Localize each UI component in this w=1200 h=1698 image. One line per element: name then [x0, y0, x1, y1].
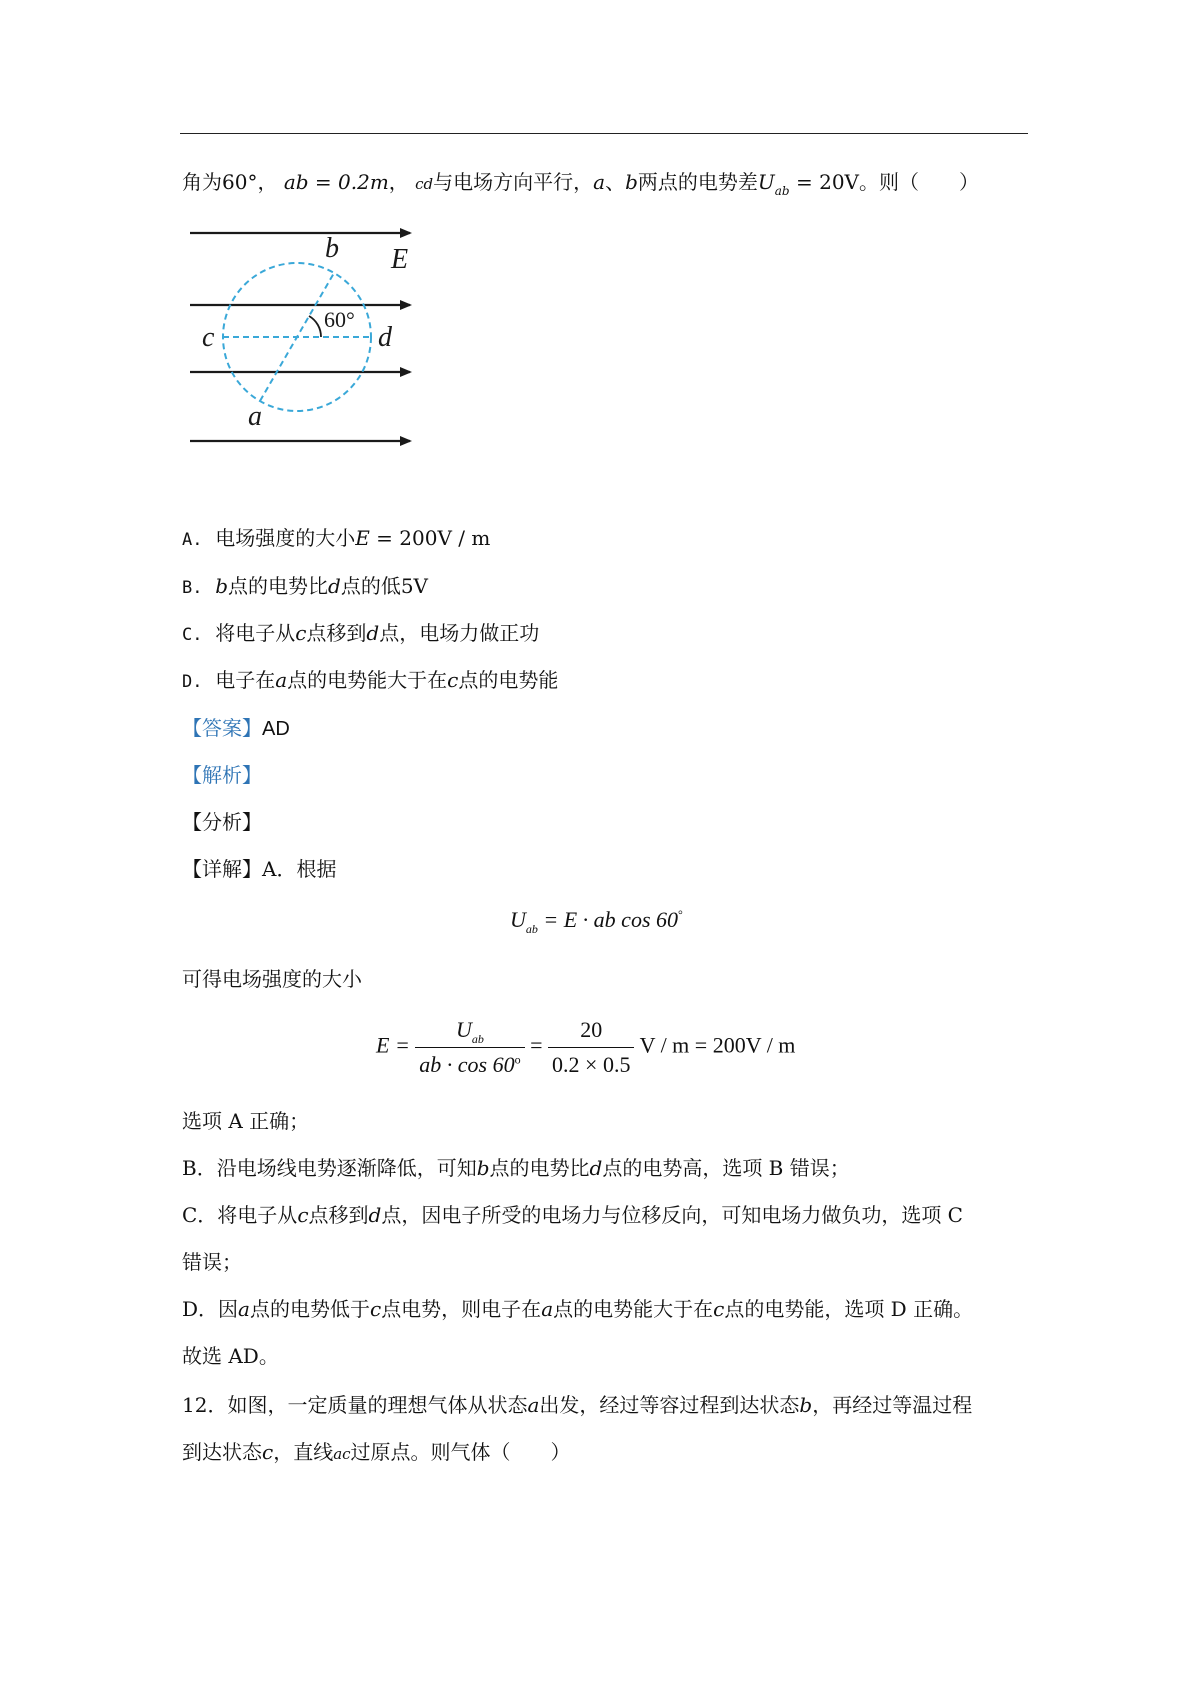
- diameter-ab: [260, 273, 334, 401]
- fraction-1: $\frac{U_{ab}}{ab \cdot \cos 60^o}$: [415, 1017, 524, 1078]
- option-a: A. 电场强度的大小E = 200V / m: [182, 526, 491, 550]
- option-d: D. 电子在a点的电势能大于在c点的电势能: [182, 668, 559, 692]
- equation-1: $U_{ab} = E$ · ab cos 60°: [510, 907, 683, 936]
- label-c: c: [202, 322, 215, 353]
- question-12-line-1: 12．如图，一定质量的理想气体从状态a出发，经过等容过程到达状态b，再经过等温过程: [182, 1393, 973, 1417]
- label-d: d: [378, 322, 392, 353]
- angle-arc: [309, 316, 321, 337]
- answer-value: AD: [262, 718, 290, 740]
- explanation-b: B．沿电场线电势逐渐降低，可知b点的电势比d点的电势高，选项 B 错误；: [182, 1156, 850, 1180]
- equation-2: E = $\frac{U_{ab}}{ab \cdot \cos 60^o}$ = $\frac{20}{0.2 \times 0.5}$ V / m = 200V / m: [376, 1017, 796, 1077]
- question-12-line-2: 到达状态c，直线ac过原点。则气体（ ）: [182, 1440, 571, 1464]
- label-E: E: [391, 244, 409, 275]
- eq2-intro: 可得电场强度的大小: [182, 967, 362, 991]
- header-rule: [180, 133, 1028, 134]
- answer-line: [182, 712, 290, 741]
- explanation-c-1: C．将电子从c点移到d点，因电子所受的电场力与位移反向，可知电场力做负功，选项 C: [182, 1203, 963, 1227]
- field-diagram: [180, 215, 440, 455]
- question-stem: 角为60°， ab = 0.2m， cd与电场方向平行，a、b两点的电势差$U_{ab} = 20V$。则（ ）: [182, 170, 979, 198]
- final-answer: 故选 AD。: [182, 1344, 279, 1368]
- label-angle: 60°: [324, 307, 355, 332]
- answer-tag: 【答案】: [182, 716, 262, 740]
- label-b: b: [325, 233, 339, 264]
- explanation-c-2: 错误；: [182, 1250, 242, 1274]
- fraction-2: $\frac{20}{0.2 \times 0.5}$: [548, 1017, 634, 1078]
- detail-intro: 【详解】A．根据: [182, 857, 337, 881]
- explanation-d: D．因a点的电势低于c点电势，则电子在a点的电势能大于在c点的电势能，选项 D 正确。: [182, 1297, 974, 1321]
- conclusion-a: 选项 A 正确；: [182, 1109, 310, 1133]
- option-b: B. b点的电势比d点的低5V: [182, 574, 428, 598]
- option-c: C. 将电子从c点移到d点，电场力做正功: [182, 621, 540, 645]
- analysis-tag: 【解析】: [182, 763, 262, 787]
- label-a: a: [248, 401, 262, 432]
- fenxi-tag: 【分析】: [182, 810, 262, 834]
